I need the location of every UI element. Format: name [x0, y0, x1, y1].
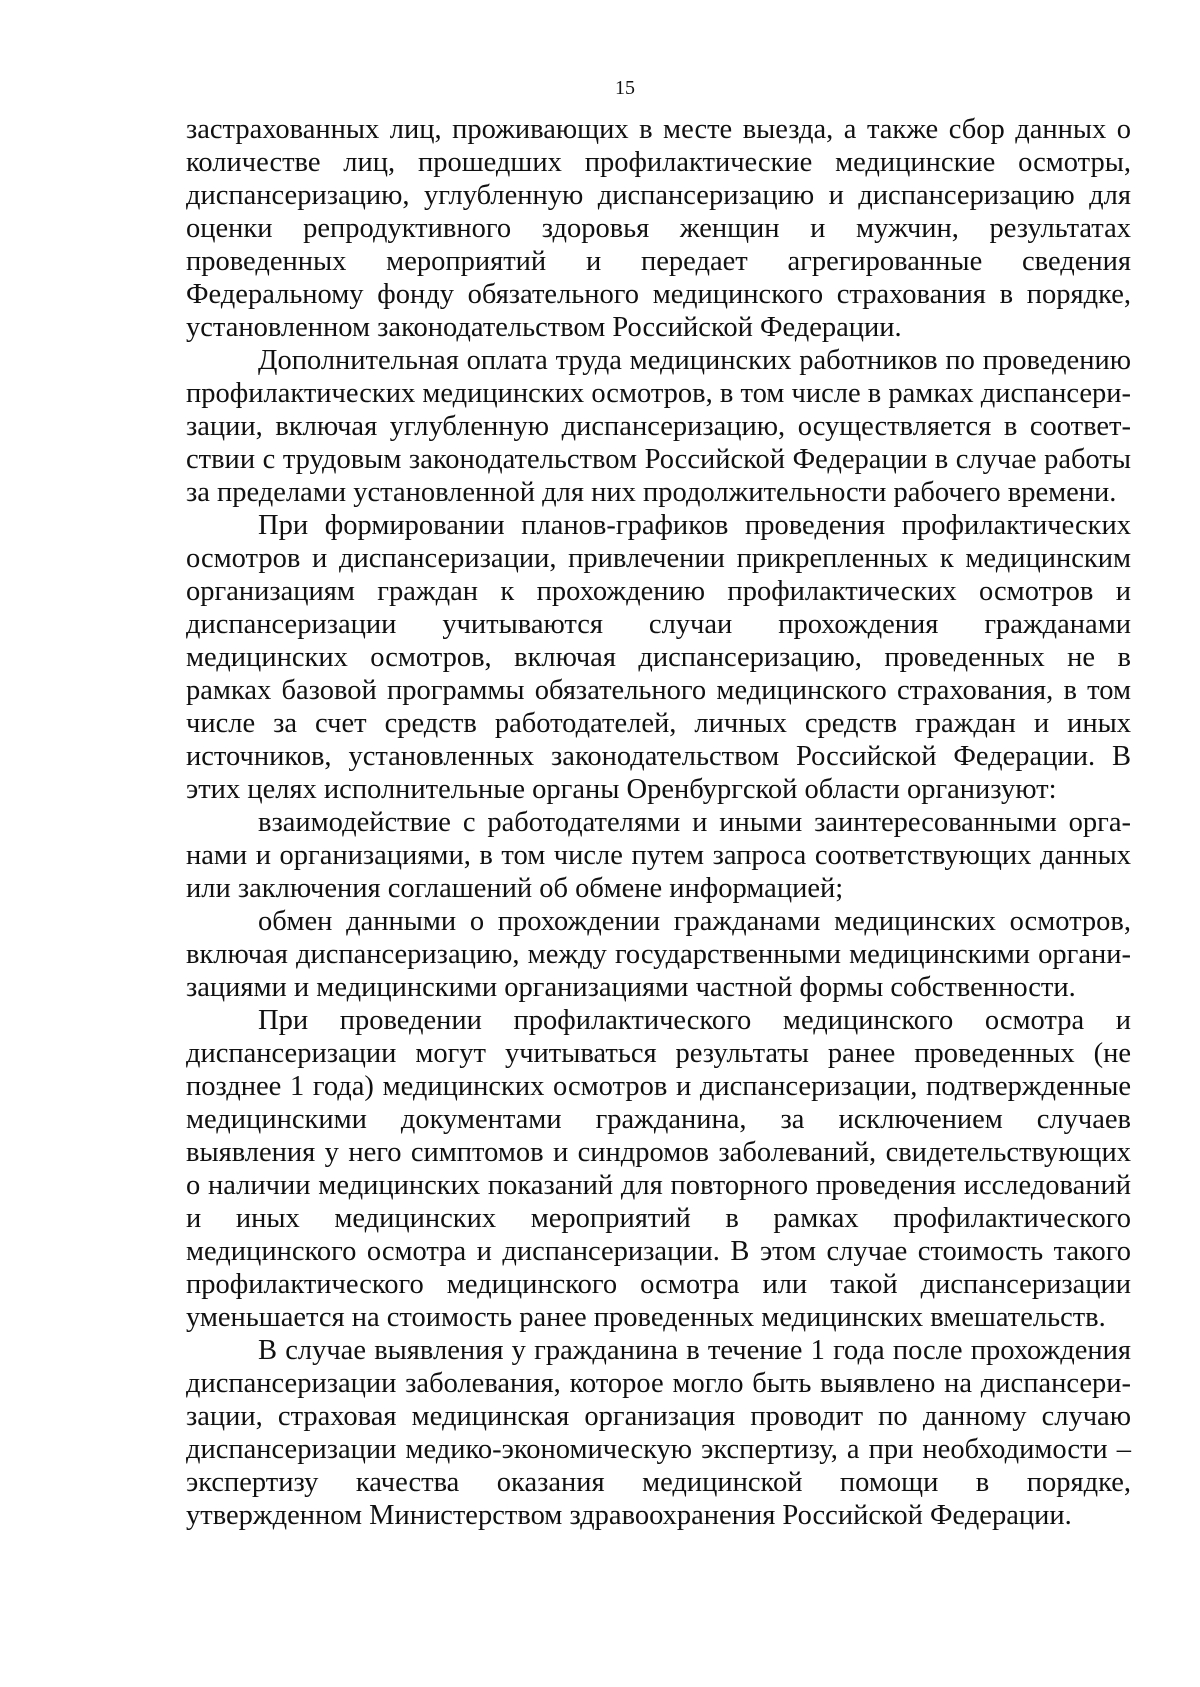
- body-text: [186, 113, 1131, 1532]
- paragraph-previous-results: При проведении профилактического медицинского осмотра и диспансеризации могут учитываться результаты ранее проведенных (не позднее 1 года) медицинских осмотров и диспансеризации, подтвержденные медицинскими документами гражданина, за исключением случаев выявления у него симптомов и синдромов заболеваний, свидетельствующих о наличии медицинских показаний для повторного проведения исследований и иных медицинских мероприятий в рамках профилактического медицинского осмотра и диспансеризации. В этом случае стоимость такого профилактического медицинского осмотра или такой диспансеризации уменьшается на стоимость ранее проведенных медицинских вмешательств.: [186, 1005, 1131, 1333]
- paragraph-continuation: застрахованных лиц, проживающих в месте выезда, а также сбор данных о количестве лиц, прошедших профилактические медицинские осмотры, диспансеризацию, углубленную диспансеризацию и диспансеризацию для оценки репродуктивного здоровья женщин и мужчин, результатах проведенных мероприятий и передает агрегированные сведения Федеральному фонду обязательного медицинского страхования в порядке, установленном законодательством Российской Федерации.: [186, 114, 1131, 343]
- paragraph-interaction-employers: взаимодействие с работодателями и иными заинтересованными органами и организациями, в том числе путем запроса соответствующих данных или заключения соглашений об обмене информацией;: [186, 807, 1131, 904]
- paragraph-data-exchange: обмен данными о прохождении гражданами медицинских осмотров, включая диспансеризацию, между государственными медицинскими организациями и медицинскими организациями частной формы собственности.: [186, 906, 1131, 1003]
- paragraph-additional-payment: Дополнительная оплата труда медицинских работников по проведению профилактических медицинских осмотров, в том числе в рамках диспансеризации, включая углубленную диспансеризацию, осуществляется в соответствии с трудовым законодательством Российской Федерации в случае работы за пределами установленной для них продолжительности рабочего времени.: [186, 345, 1131, 508]
- paragraph-schedule-planning: При формировании планов-графиков проведения профилактических осмотров и диспансеризации, привлечении прикрепленных к медицинским организациям граждан к прохождению профилактических осмотров и диспансеризации учитываются случаи прохождения гражданами медицинских осмотров, включая диспансеризацию, проведенных не в рамках базовой программы обязательного медицинского страхования, в том числе за счет средств работодателей, личных средств граждан и иных источников, установленных законодательством Российской Федерации. В этих целях исполнительные органы Оренбургской области организуют:: [186, 510, 1131, 805]
- page-number: 15: [615, 77, 635, 99]
- paragraph-expert-review: В случае выявления у гражданина в течение 1 года после прохождения диспансеризации заболевания, которое могло быть выявлено на диспансеризации, страховая медицинская организация проводит по данному случаю диспансеризации медико-экономическую экспертизу, а при необходимости – экспертизу качества оказания медицинской помощи в порядке, утвержденном Министерством здравоохранения Российской Федерации.: [186, 1335, 1131, 1531]
